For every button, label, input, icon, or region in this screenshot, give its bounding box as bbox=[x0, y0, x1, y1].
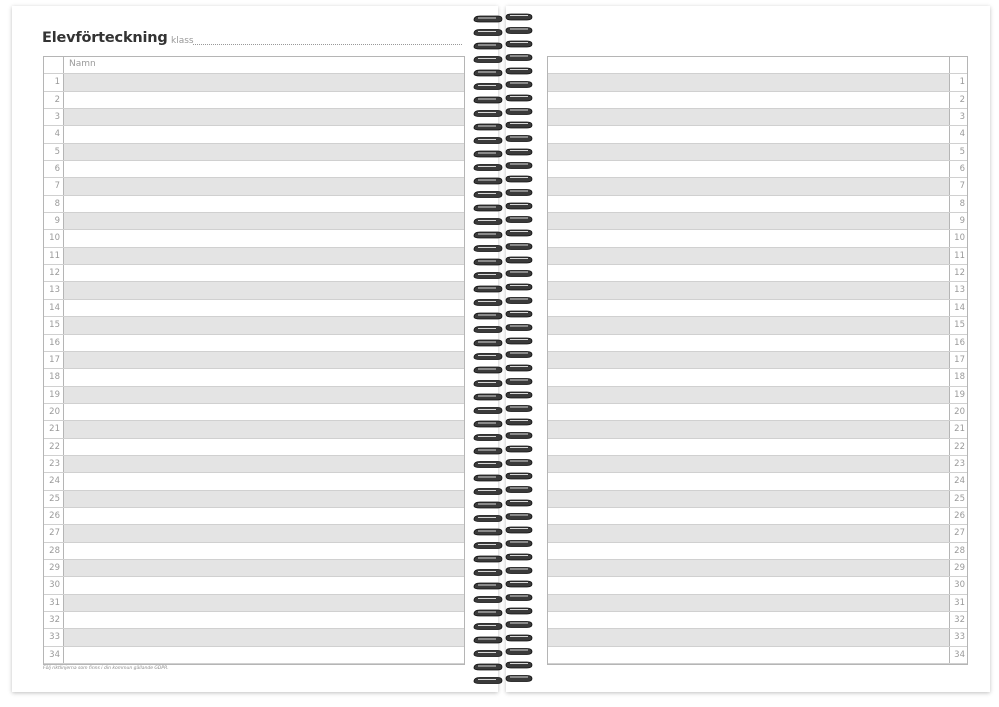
name-cell[interactable] bbox=[548, 456, 949, 472]
table-row[interactable] bbox=[548, 612, 967, 629]
table-row[interactable] bbox=[44, 126, 464, 143]
table-row[interactable] bbox=[44, 456, 464, 473]
row-number: 12 bbox=[44, 265, 64, 281]
row-number: 31 bbox=[949, 595, 967, 611]
table-row[interactable] bbox=[44, 473, 464, 490]
name-cell[interactable] bbox=[64, 196, 464, 212]
spiral-ring bbox=[474, 446, 532, 454]
table-row[interactable] bbox=[44, 508, 464, 525]
row-number: 1 bbox=[44, 74, 64, 90]
row-number: 19 bbox=[949, 387, 967, 403]
table-row[interactable] bbox=[548, 473, 967, 490]
table-row[interactable] bbox=[44, 595, 464, 612]
table-row[interactable] bbox=[548, 525, 967, 542]
name-cell[interactable] bbox=[548, 525, 949, 541]
name-cell[interactable] bbox=[64, 282, 464, 298]
table-row[interactable] bbox=[548, 300, 967, 317]
table-row[interactable] bbox=[548, 196, 967, 213]
spiral-ring bbox=[474, 163, 532, 171]
row-number: 9 bbox=[44, 213, 64, 229]
spiral-ring bbox=[474, 379, 532, 387]
table-row[interactable] bbox=[44, 387, 464, 404]
spiral-ring bbox=[474, 244, 532, 252]
name-cell[interactable] bbox=[548, 369, 949, 385]
table-row[interactable] bbox=[548, 560, 967, 577]
name-cell[interactable] bbox=[64, 265, 464, 281]
spiral-ring bbox=[474, 581, 532, 589]
spiral-ring bbox=[474, 217, 532, 225]
table-row[interactable] bbox=[548, 577, 967, 594]
name-cell[interactable] bbox=[548, 647, 949, 663]
spiral-ring bbox=[474, 311, 532, 319]
row-number: 3 bbox=[949, 109, 967, 125]
spiral-ring bbox=[474, 662, 532, 670]
table-row[interactable] bbox=[548, 178, 967, 195]
header-number-cell bbox=[949, 57, 967, 73]
row-number: 15 bbox=[949, 317, 967, 333]
table-row[interactable] bbox=[44, 92, 464, 109]
page-title: Elevförteckning bbox=[42, 30, 168, 46]
table-row[interactable] bbox=[548, 629, 967, 646]
row-number: 33 bbox=[949, 629, 967, 645]
table-row[interactable] bbox=[44, 421, 464, 438]
spiral-ring bbox=[474, 473, 532, 481]
table-row[interactable] bbox=[548, 352, 967, 369]
row-number: 20 bbox=[949, 404, 967, 420]
table-row[interactable] bbox=[44, 300, 464, 317]
spiral-ring bbox=[474, 635, 532, 643]
table-row[interactable] bbox=[548, 109, 967, 126]
student-list-table-right bbox=[547, 56, 968, 665]
row-number: 2 bbox=[44, 92, 64, 108]
name-cell[interactable] bbox=[64, 560, 464, 576]
row-number: 11 bbox=[949, 248, 967, 264]
name-cell[interactable] bbox=[64, 421, 464, 437]
spiral-ring bbox=[474, 487, 532, 495]
name-cell[interactable] bbox=[548, 265, 949, 281]
table-row[interactable] bbox=[548, 317, 967, 334]
row-number: 7 bbox=[44, 178, 64, 194]
name-cell[interactable] bbox=[64, 248, 464, 264]
name-cell[interactable] bbox=[64, 230, 464, 246]
name-cell[interactable] bbox=[548, 178, 949, 194]
name-cell[interactable] bbox=[548, 421, 949, 437]
row-number: 4 bbox=[949, 126, 967, 142]
name-column-header: Namn bbox=[69, 59, 96, 69]
name-cell[interactable] bbox=[64, 178, 464, 194]
table-row[interactable] bbox=[44, 161, 464, 178]
name-cell[interactable] bbox=[548, 491, 949, 507]
row-number: 8 bbox=[949, 196, 967, 212]
row-number: 10 bbox=[949, 230, 967, 246]
row-number: 3 bbox=[44, 109, 64, 125]
name-cell[interactable] bbox=[64, 647, 464, 663]
name-cell[interactable] bbox=[64, 369, 464, 385]
spiral-ring bbox=[474, 271, 532, 279]
name-cell[interactable] bbox=[548, 595, 949, 611]
name-cell[interactable] bbox=[64, 629, 464, 645]
table-header-row bbox=[548, 57, 967, 74]
name-cell[interactable] bbox=[548, 577, 949, 593]
name-cell[interactable] bbox=[64, 213, 464, 229]
header-number-cell bbox=[44, 57, 64, 73]
name-cell[interactable] bbox=[548, 317, 949, 333]
name-cell[interactable] bbox=[548, 352, 949, 368]
row-number: 21 bbox=[44, 421, 64, 437]
spiral-ring bbox=[474, 460, 532, 468]
row-number: 22 bbox=[949, 439, 967, 455]
spiral-ring bbox=[474, 28, 532, 36]
table-row[interactable] bbox=[548, 439, 967, 456]
spiral-binding bbox=[470, 8, 536, 688]
row-number: 6 bbox=[949, 161, 967, 177]
row-number: 25 bbox=[949, 491, 967, 507]
row-number: 17 bbox=[44, 352, 64, 368]
table-row[interactable] bbox=[44, 178, 464, 195]
table-row[interactable] bbox=[44, 196, 464, 213]
row-number: 13 bbox=[44, 282, 64, 298]
spiral-ring bbox=[474, 325, 532, 333]
spiral-ring bbox=[474, 41, 532, 49]
spiral-ring bbox=[474, 595, 532, 603]
table-row[interactable] bbox=[548, 543, 967, 560]
name-cell[interactable] bbox=[64, 161, 464, 177]
spiral-ring bbox=[474, 527, 532, 535]
row-number: 14 bbox=[44, 300, 64, 316]
row-number: 26 bbox=[44, 508, 64, 524]
table-row[interactable] bbox=[44, 109, 464, 126]
name-cell[interactable] bbox=[548, 126, 949, 142]
spiral-ring bbox=[474, 82, 532, 90]
table-row[interactable] bbox=[548, 387, 967, 404]
row-number: 27 bbox=[44, 525, 64, 541]
row-number: 34 bbox=[44, 647, 64, 663]
table-row[interactable] bbox=[44, 74, 464, 91]
row-number: 27 bbox=[949, 525, 967, 541]
row-number: 30 bbox=[44, 577, 64, 593]
table-row[interactable] bbox=[548, 335, 967, 352]
name-cell[interactable] bbox=[548, 74, 949, 90]
table-row[interactable] bbox=[44, 248, 464, 265]
name-cell[interactable] bbox=[548, 300, 949, 316]
name-cell[interactable] bbox=[548, 473, 949, 489]
row-number: 11 bbox=[44, 248, 64, 264]
name-cell[interactable] bbox=[64, 126, 464, 142]
name-cell[interactable] bbox=[548, 387, 949, 403]
spiral-ring bbox=[474, 608, 532, 616]
spiral-ring bbox=[474, 554, 532, 562]
table-row[interactable] bbox=[44, 491, 464, 508]
row-number: 8 bbox=[44, 196, 64, 212]
row-number: 13 bbox=[949, 282, 967, 298]
name-cell[interactable] bbox=[548, 404, 949, 420]
table-row[interactable] bbox=[44, 317, 464, 334]
row-number: 32 bbox=[44, 612, 64, 628]
student-list-table-left bbox=[43, 56, 465, 665]
table-row[interactable] bbox=[548, 369, 967, 386]
spiral-ring bbox=[474, 122, 532, 130]
row-number: 32 bbox=[949, 612, 967, 628]
name-cell[interactable] bbox=[64, 109, 464, 125]
name-cell[interactable] bbox=[548, 282, 949, 298]
spiral-ring bbox=[474, 14, 532, 22]
table-row[interactable] bbox=[548, 508, 967, 525]
name-cell[interactable] bbox=[548, 543, 949, 559]
spiral-ring bbox=[474, 622, 532, 630]
name-cell[interactable] bbox=[64, 352, 464, 368]
name-cell[interactable] bbox=[64, 473, 464, 489]
name-cell[interactable] bbox=[64, 525, 464, 541]
row-number: 22 bbox=[44, 439, 64, 455]
table-row[interactable] bbox=[548, 161, 967, 178]
name-cell[interactable] bbox=[548, 230, 949, 246]
spiral-ring bbox=[474, 352, 532, 360]
row-number: 18 bbox=[44, 369, 64, 385]
table-row[interactable] bbox=[548, 248, 967, 265]
row-number: 33 bbox=[44, 629, 64, 645]
row-number: 15 bbox=[44, 317, 64, 333]
row-number: 17 bbox=[949, 352, 967, 368]
name-cell[interactable] bbox=[64, 543, 464, 559]
name-cell[interactable] bbox=[64, 74, 464, 90]
table-row[interactable] bbox=[548, 456, 967, 473]
name-cell[interactable] bbox=[64, 456, 464, 472]
spiral-ring bbox=[474, 298, 532, 306]
table-row[interactable] bbox=[44, 612, 464, 629]
row-number: 16 bbox=[44, 335, 64, 351]
table-row[interactable] bbox=[44, 439, 464, 456]
table-row[interactable] bbox=[548, 595, 967, 612]
name-cell[interactable] bbox=[64, 491, 464, 507]
spiral-ring bbox=[474, 433, 532, 441]
row-number: 34 bbox=[949, 647, 967, 663]
row-number: 10 bbox=[44, 230, 64, 246]
spiral-ring bbox=[474, 676, 532, 684]
row-number: 18 bbox=[949, 369, 967, 385]
row-number: 25 bbox=[44, 491, 64, 507]
name-cell[interactable] bbox=[548, 439, 949, 455]
spiral-ring bbox=[474, 230, 532, 238]
name-cell[interactable] bbox=[548, 92, 949, 108]
name-cell[interactable] bbox=[64, 508, 464, 524]
table-row[interactable] bbox=[44, 282, 464, 299]
table-row[interactable] bbox=[44, 525, 464, 542]
row-number: 1 bbox=[949, 74, 967, 90]
table-row[interactable] bbox=[548, 491, 967, 508]
row-number: 24 bbox=[949, 473, 967, 489]
spiral-ring bbox=[474, 541, 532, 549]
name-cell[interactable] bbox=[64, 317, 464, 333]
spiral-ring bbox=[474, 68, 532, 76]
row-number: 7 bbox=[949, 178, 967, 194]
name-cell[interactable] bbox=[548, 248, 949, 264]
table-row[interactable] bbox=[548, 282, 967, 299]
spiral-ring bbox=[474, 257, 532, 265]
spiral-ring bbox=[474, 149, 532, 157]
spiral-ring bbox=[474, 190, 532, 198]
spiral-ring bbox=[474, 514, 532, 522]
row-number: 24 bbox=[44, 473, 64, 489]
name-cell[interactable] bbox=[64, 300, 464, 316]
spiral-ring bbox=[474, 406, 532, 414]
spiral-ring bbox=[474, 365, 532, 373]
table-row[interactable] bbox=[44, 369, 464, 386]
name-cell[interactable] bbox=[64, 404, 464, 420]
spiral-ring bbox=[474, 338, 532, 346]
spiral-ring bbox=[474, 568, 532, 576]
row-number: 29 bbox=[949, 560, 967, 576]
name-cell[interactable] bbox=[64, 335, 464, 351]
row-number: 28 bbox=[44, 543, 64, 559]
name-cell[interactable] bbox=[64, 612, 464, 628]
table-row[interactable] bbox=[548, 230, 967, 247]
table-row[interactable] bbox=[548, 421, 967, 438]
row-number: 9 bbox=[949, 213, 967, 229]
name-cell[interactable] bbox=[548, 629, 949, 645]
table-row[interactable] bbox=[44, 577, 464, 594]
table-row[interactable] bbox=[44, 560, 464, 577]
row-number: 20 bbox=[44, 404, 64, 420]
table-row[interactable] bbox=[44, 144, 464, 161]
row-number: 23 bbox=[44, 456, 64, 472]
spiral-ring bbox=[474, 392, 532, 400]
table-row[interactable] bbox=[44, 352, 464, 369]
spiral-ring bbox=[474, 500, 532, 508]
table-row[interactable] bbox=[44, 647, 464, 664]
row-number: 4 bbox=[44, 126, 64, 142]
name-cell[interactable] bbox=[64, 144, 464, 160]
name-cell[interactable] bbox=[548, 144, 949, 160]
row-number: 12 bbox=[949, 265, 967, 281]
name-cell[interactable] bbox=[64, 577, 464, 593]
name-cell[interactable] bbox=[64, 439, 464, 455]
row-number: 6 bbox=[44, 161, 64, 177]
table-header-row bbox=[44, 57, 464, 74]
spiral-ring bbox=[474, 95, 532, 103]
row-number: 21 bbox=[949, 421, 967, 437]
table-row[interactable] bbox=[44, 543, 464, 560]
table-row[interactable] bbox=[548, 126, 967, 143]
spiral-ring bbox=[474, 649, 532, 657]
row-number: 30 bbox=[949, 577, 967, 593]
name-cell[interactable] bbox=[548, 612, 949, 628]
name-cell[interactable] bbox=[64, 387, 464, 403]
name-cell[interactable] bbox=[548, 335, 949, 351]
table-row[interactable] bbox=[44, 335, 464, 352]
name-cell[interactable] bbox=[548, 213, 949, 229]
row-number: 26 bbox=[949, 508, 967, 524]
name-cell[interactable] bbox=[548, 508, 949, 524]
spiral-ring bbox=[474, 419, 532, 427]
name-cell[interactable] bbox=[548, 161, 949, 177]
class-field-line[interactable] bbox=[193, 44, 462, 45]
name-cell[interactable] bbox=[548, 109, 949, 125]
row-number: 28 bbox=[949, 543, 967, 559]
spiral-ring bbox=[474, 109, 532, 117]
table-row[interactable] bbox=[548, 213, 967, 230]
row-number: 29 bbox=[44, 560, 64, 576]
name-cell[interactable] bbox=[64, 595, 464, 611]
table-row[interactable] bbox=[548, 647, 967, 664]
class-label: klass bbox=[171, 36, 194, 46]
gdpr-footnote: Följ riktlinjerna som finns i din kommun gällande GDPR. bbox=[43, 666, 169, 671]
row-number: 14 bbox=[949, 300, 967, 316]
row-number: 5 bbox=[949, 144, 967, 160]
table-row[interactable] bbox=[548, 144, 967, 161]
spiral-ring bbox=[474, 55, 532, 63]
table-row[interactable] bbox=[548, 404, 967, 421]
row-number: 31 bbox=[44, 595, 64, 611]
table-row[interactable] bbox=[548, 265, 967, 282]
table-row[interactable] bbox=[548, 74, 967, 91]
table-row[interactable] bbox=[44, 213, 464, 230]
table-row[interactable] bbox=[44, 404, 464, 421]
name-cell[interactable] bbox=[548, 560, 949, 576]
spiral-ring bbox=[474, 176, 532, 184]
spiral-ring bbox=[474, 284, 532, 292]
row-number: 16 bbox=[949, 335, 967, 351]
table-row[interactable] bbox=[44, 629, 464, 646]
name-cell[interactable] bbox=[64, 92, 464, 108]
name-cell[interactable] bbox=[548, 196, 949, 212]
row-number: 19 bbox=[44, 387, 64, 403]
table-row[interactable] bbox=[548, 92, 967, 109]
table-row[interactable] bbox=[44, 265, 464, 282]
spiral-ring bbox=[474, 136, 532, 144]
row-number: 23 bbox=[949, 456, 967, 472]
table-row[interactable] bbox=[44, 230, 464, 247]
row-number: 2 bbox=[949, 92, 967, 108]
spiral-ring bbox=[474, 203, 532, 211]
row-number: 5 bbox=[44, 144, 64, 160]
